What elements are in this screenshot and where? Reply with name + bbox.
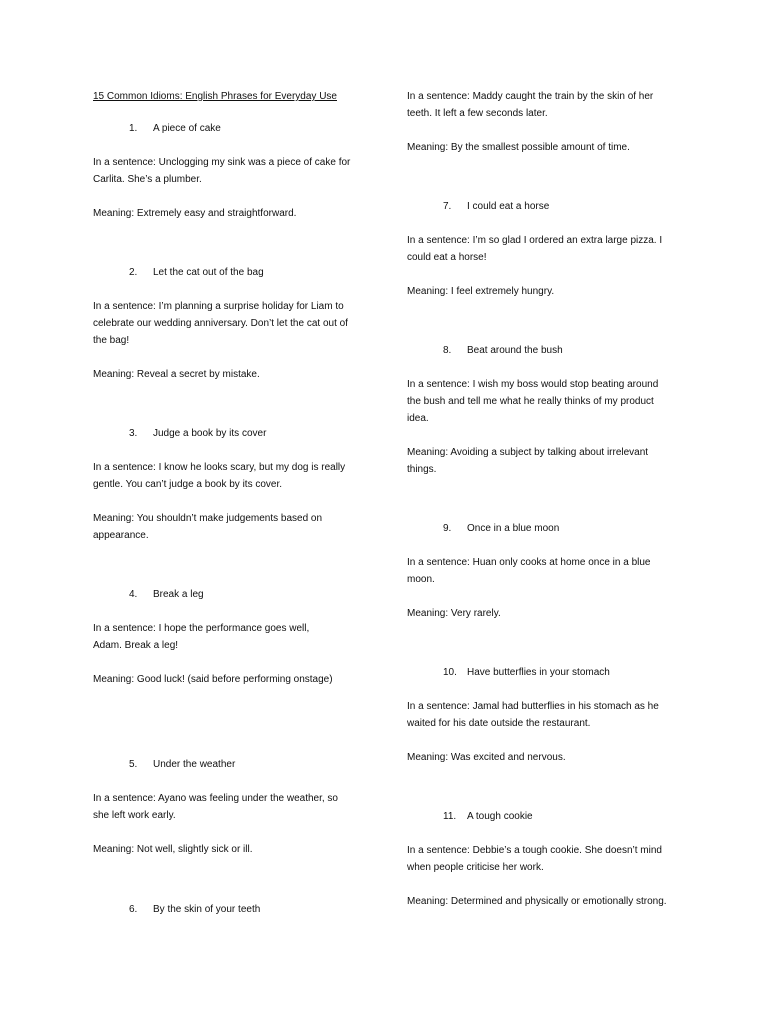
idiom-sentence: In a sentence: I hope the performance goes well, — [93, 623, 310, 634]
idiom-sentence: In a sentence: I’m so glad I ordered an extra large pizza. I — [407, 235, 663, 246]
idiom-sentence: gentle. You can’t judge a book by its cover. — [93, 479, 283, 490]
idiom-heading — [129, 756, 235, 773]
idiom-sentence: could eat a horse! — [407, 252, 487, 263]
idiom-heading — [443, 342, 563, 359]
idiom-meaning: Meaning: Reveal a secret by mistake. — [93, 369, 260, 380]
idiom-meaning: Meaning: Was excited and nervous. — [407, 752, 566, 763]
idiom-title: By the skin of your teeth — [153, 904, 261, 915]
idiom-number: 7. — [443, 201, 452, 212]
idiom-sentence: she left work early. — [93, 810, 176, 821]
idiom-sentence: In a sentence: Debbie’s a tough cookie. She doesn’t mind — [407, 845, 662, 856]
idiom-meaning: Meaning: Not well, slightly sick or ill. — [93, 844, 253, 855]
idiom-sentence: celebrate our wedding anniversary. Don’t let the cat out of — [93, 318, 348, 329]
idiom-sentence: idea. — [407, 413, 429, 424]
idiom-title: A tough cookie — [467, 811, 533, 822]
idiom-title: Judge a book by its cover — [153, 428, 267, 439]
idiom-sentence: In a sentence: Ayano was feeling under the weather, so — [93, 793, 338, 804]
idiom-title: Beat around the bush — [467, 345, 563, 356]
idiom-sentence: teeth. It left a few seconds later. — [407, 108, 548, 119]
idiom-sentence: Carlita. She’s a plumber. — [93, 174, 202, 185]
idiom-sentence: In a sentence: Huan only cooks at home once in a blue — [407, 557, 651, 568]
idiom-heading — [129, 586, 204, 603]
idiom-sentence: the bush and tell me what he really thinks of my product — [407, 396, 654, 407]
idiom-heading — [129, 425, 266, 442]
idiom-sentence: the bag! — [93, 335, 130, 346]
idiom-heading — [129, 120, 221, 137]
idiom-meaning: Meaning: Avoiding a subject by talking about irrelevant — [407, 447, 649, 458]
idiom-meaning: things. — [407, 464, 437, 475]
idiom-title: A piece of cake — [153, 123, 221, 134]
idiom-title: Break a leg — [153, 589, 204, 600]
idiom-meaning: Meaning: Extremely easy and straightforward. — [93, 208, 297, 219]
idiom-sentence: In a sentence: I wish my boss would stop beating around — [407, 379, 659, 390]
idiom-meaning: Meaning: Determined and physically or emotionally strong. — [407, 896, 667, 907]
idiom-number: 3. — [129, 428, 138, 439]
idiom-sentence: waited for his date outside the restaurant. — [407, 718, 591, 729]
idiom-title: Under the weather — [153, 759, 236, 770]
idiom-heading — [443, 808, 533, 825]
idiom-sentence: In a sentence: Jamal had butterflies in his stomach as he — [407, 701, 659, 712]
idiom-heading — [443, 520, 559, 537]
idiom-meaning: Meaning: Very rarely. — [407, 608, 501, 619]
idiom-meaning: appearance. — [93, 530, 149, 541]
idiom-number: 10. — [443, 667, 457, 678]
idiom-sentence: In a sentence: Maddy caught the train by the skin of her — [407, 91, 654, 102]
idiom-number: 8. — [443, 345, 452, 356]
idiom-sentence: In a sentence: I’m planning a surprise holiday for Liam to — [93, 301, 344, 312]
idiom-meaning: Meaning: I feel extremely hungry. — [407, 286, 555, 297]
idiom-number: 6. — [129, 904, 138, 915]
idiom-heading — [129, 264, 264, 281]
idiom-title: Once in a blue moon — [467, 523, 560, 534]
idiom-title: Have butterflies in your stomach — [467, 667, 610, 678]
idiom-number: 1. — [129, 123, 138, 134]
idiom-number: 11. — [443, 811, 457, 822]
idiom-sentence: In a sentence: I know he looks scary, but my dog is really — [93, 462, 346, 473]
idiom-sentence: Adam. Break a leg! — [93, 640, 179, 651]
idiom-sentence: In a sentence: Unclogging my sink was a piece of cake for — [93, 157, 351, 168]
idiom-title: I could eat a horse — [467, 201, 550, 212]
document-title: 15 Common Idioms: English Phrases for Everyday Use — [93, 91, 337, 102]
idiom-meaning: Meaning: By the smallest possible amount of time. — [407, 142, 630, 153]
idiom-sentence: when people criticise her work. — [407, 862, 544, 873]
idiom-heading — [443, 664, 610, 681]
idiom-number: 5. — [129, 759, 138, 770]
idiom-heading — [443, 198, 549, 215]
idiom-title: Let the cat out of the bag — [153, 267, 264, 278]
idiom-sentence: moon. — [407, 574, 435, 585]
idiom-number: 9. — [443, 523, 452, 534]
idiom-number: 4. — [129, 589, 138, 600]
idiom-number: 2. — [129, 267, 138, 278]
idiom-meaning: Meaning: Good luck! (said before performing onstage) — [93, 674, 333, 685]
idiom-meaning: Meaning: You shouldn’t make judgements based on — [93, 513, 323, 524]
idiom-heading — [129, 901, 260, 918]
